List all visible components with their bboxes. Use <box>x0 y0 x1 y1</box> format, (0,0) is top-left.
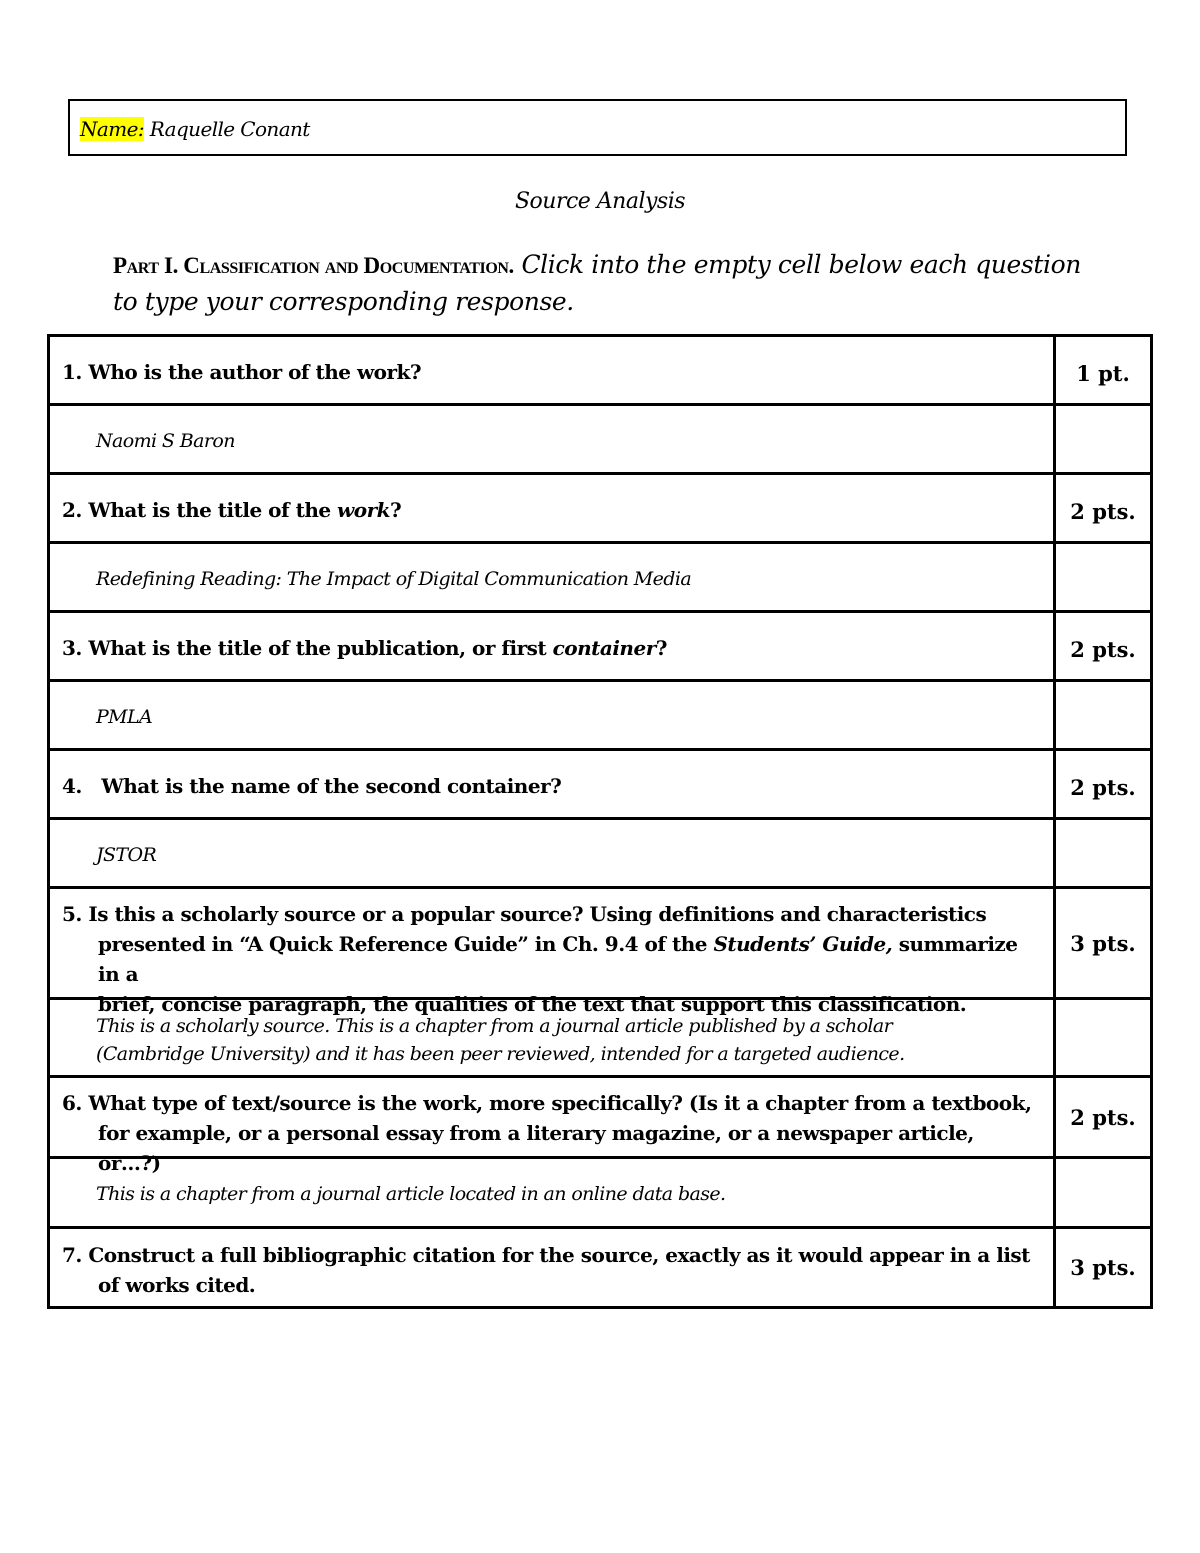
question-text-3: 3. What is the title of the publication, or first container? <box>62 636 667 660</box>
empty-points-cell-1 <box>1056 406 1150 472</box>
question-cell-1 <box>50 337 1056 403</box>
answer-row-2[interactable] <box>50 544 1150 613</box>
question-text-1: 1. Who is the author of the work? <box>62 360 422 384</box>
empty-points-cell-6 <box>1056 1159 1150 1226</box>
question-table <box>47 334 1153 1309</box>
answer-text-5[interactable]: This is a scholarly source. This is a chapter from a journal article published by a scholar (Cambridge University) and it has been peer reviewed, intended for a targeted audience. <box>96 1015 905 1065</box>
question-cell-3 <box>50 613 1056 679</box>
answer-cell-1[interactable] <box>50 406 1056 472</box>
question-row-1 <box>50 337 1150 406</box>
question-row-6 <box>50 1078 1150 1175</box>
answer-text-2[interactable]: Redefining Reading: The Impact of Digital Communication Media <box>96 568 692 590</box>
answer-cell-4[interactable] <box>50 820 1056 886</box>
empty-points-cell-4 <box>1056 820 1150 886</box>
name-line <box>80 117 310 141</box>
question-row-5 <box>50 889 1150 1016</box>
points-cell-6: 2 pts. <box>1070 1104 1136 1130</box>
answer-text-4[interactable]: JSTOR <box>96 844 157 866</box>
part-label: Part I. Classification and Documentation. <box>113 253 514 278</box>
name-box[interactable] <box>68 99 1127 156</box>
answer-text-3[interactable]: PMLA <box>96 706 153 728</box>
question-text-7: 7. Construct a full bibliographic citation for the source, exactly as it would appear in a list of works cited. <box>62 1243 1030 1297</box>
name-value[interactable]: Raquelle Conant <box>149 117 310 141</box>
answer-text-1[interactable]: Naomi S Baron <box>96 430 235 452</box>
answer-cell-2[interactable] <box>50 544 1056 610</box>
question-cell-6 <box>50 1078 1056 1175</box>
answer-row-5[interactable] <box>50 1000 1150 1078</box>
document-title: Source Analysis <box>514 189 686 214</box>
question-cell-5 <box>50 889 1056 1016</box>
question-text-4: 4. What is the name of the second container? <box>62 774 562 798</box>
question-text-6: 6. What type of text/source is the work, more specifically? (Is it a chapter from a textbook, for example, or a personal essay from a literary magazine, or a newspaper article, or…?) <box>62 1091 1032 1175</box>
empty-points-cell-2 <box>1056 544 1150 610</box>
answer-cell-5[interactable] <box>50 1000 1056 1075</box>
question-row-3 <box>50 613 1150 682</box>
question-row-7 <box>50 1229 1150 1306</box>
question-cell-7 <box>50 1229 1056 1306</box>
points-cell-2: 2 pts. <box>1070 498 1136 524</box>
empty-points-cell-5 <box>1056 1000 1150 1075</box>
empty-points-cell-3 <box>1056 682 1150 748</box>
part-heading <box>113 247 1093 320</box>
answer-row-1[interactable] <box>50 406 1150 475</box>
question-cell-2 <box>50 475 1056 541</box>
answer-row-4[interactable] <box>50 820 1150 889</box>
part-instruction: Click into the empty cell below each question to type your corresponding response. <box>113 250 1081 316</box>
answer-row-3[interactable] <box>50 682 1150 751</box>
question-text-2: 2. What is the title of the work? <box>62 498 402 522</box>
question-row-4 <box>50 751 1150 820</box>
answer-row-6[interactable] <box>50 1159 1150 1229</box>
answer-text-6[interactable]: This is a chapter from a journal article located in an online data base. <box>96 1183 726 1205</box>
question-cell-4 <box>50 751 1056 817</box>
points-cell-4: 2 pts. <box>1070 774 1136 800</box>
points-cell-1: 1 pt. <box>1076 360 1130 386</box>
name-label: Name: <box>80 117 144 141</box>
points-cell-5: 3 pts. <box>1070 930 1136 956</box>
answer-cell-6[interactable] <box>50 1159 1056 1226</box>
question-row-2 <box>50 475 1150 544</box>
question-text-5: 5. Is this a scholarly source or a popular source? Using definitions and characteristics presented in “A Quick Reference Guide” in Ch. 9.4 of the Students’ Guide, summarize in a brief, concise paragraph, the qualities of the text that support this classification. <box>62 902 1018 1016</box>
points-cell-7: 3 pts. <box>1070 1255 1136 1280</box>
answer-cell-3[interactable] <box>50 682 1056 748</box>
points-cell-3: 2 pts. <box>1070 636 1136 662</box>
